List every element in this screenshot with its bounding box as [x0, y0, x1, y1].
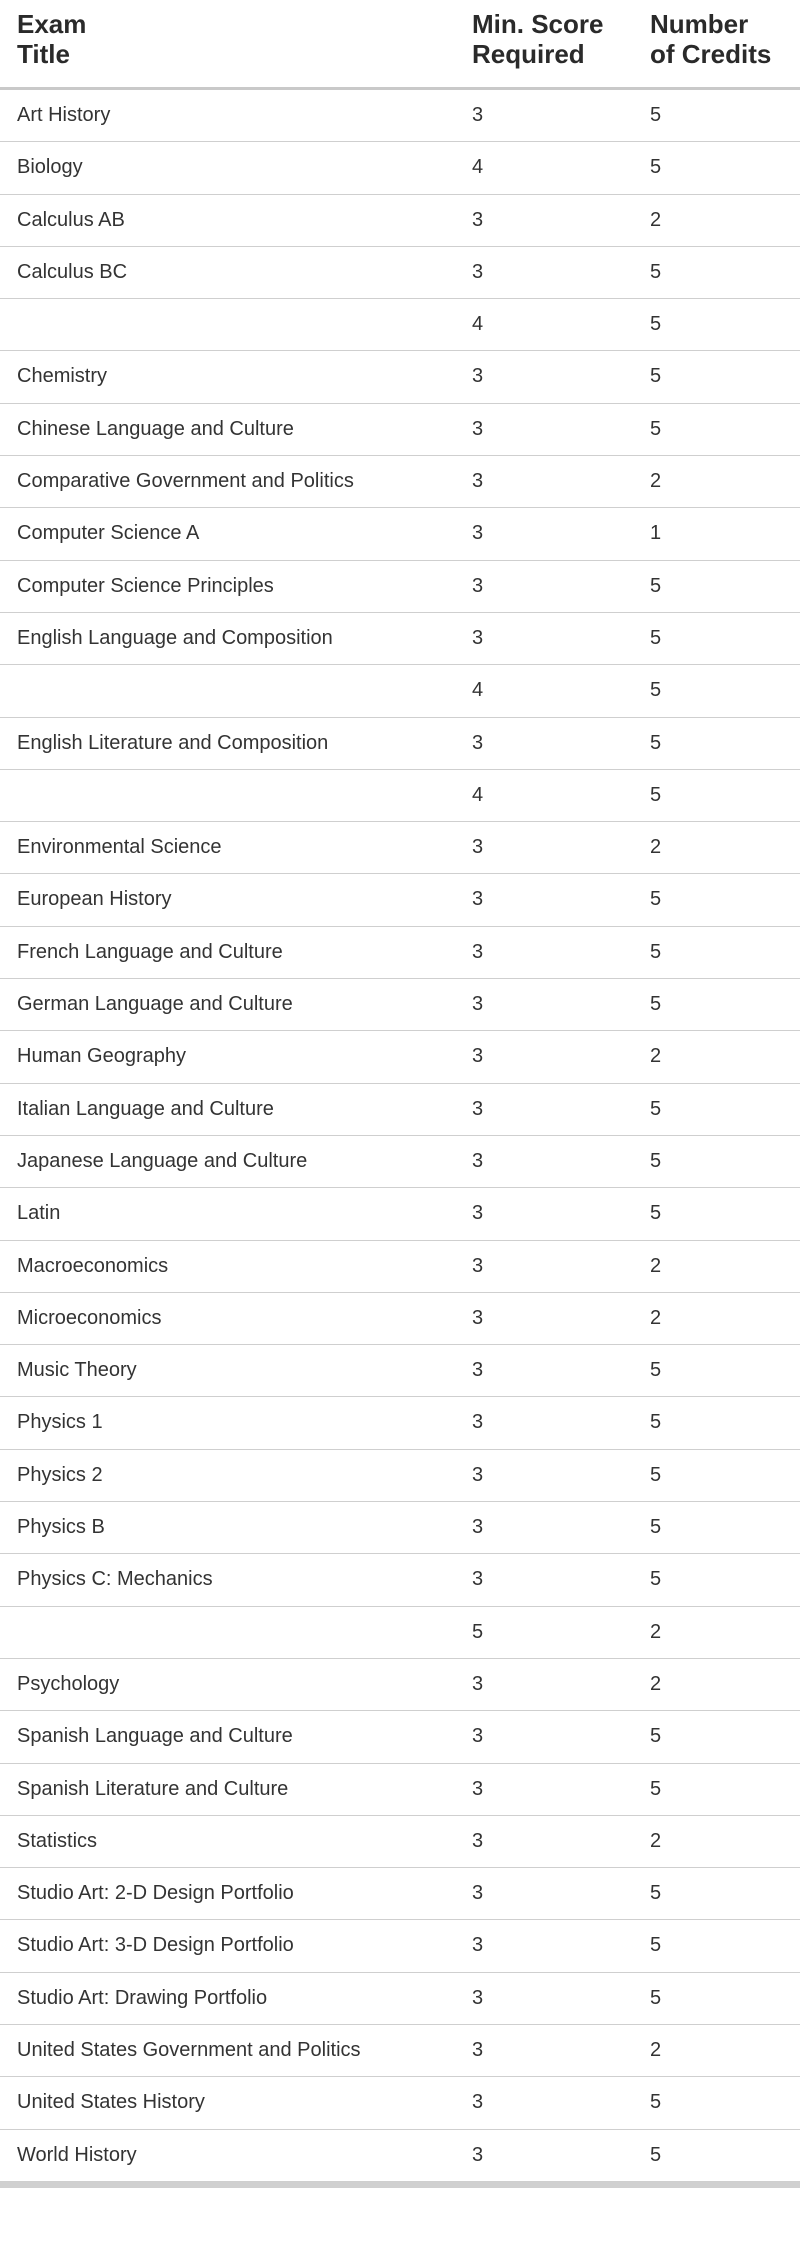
- exam-title-cell: European History: [17, 888, 172, 911]
- credits-cell: 5: [650, 1411, 662, 1434]
- header-min-score-line2: Required: [472, 39, 585, 69]
- min-score-cell: 3: [472, 1725, 484, 1748]
- min-score-cell: 3: [472, 470, 484, 493]
- table-row: [0, 770, 800, 822]
- exam-title-cell: German Language and Culture: [17, 993, 293, 1016]
- min-score-cell: 3: [472, 731, 484, 754]
- table-row: [0, 404, 800, 456]
- exam-title-cell: Physics B: [17, 1516, 105, 1539]
- min-score-cell: 3: [472, 1359, 484, 1382]
- credits-cell: 2: [650, 1672, 662, 1695]
- table-row: [0, 2025, 800, 2077]
- exam-title-cell: English Literature and Composition: [17, 731, 329, 754]
- credits-cell: 5: [650, 1777, 662, 1800]
- exam-title-cell: Biology: [17, 156, 83, 179]
- credits-cell: 5: [650, 2091, 662, 2114]
- min-score-cell: 3: [472, 208, 484, 231]
- exam-title-cell: Computer Science Principles: [17, 574, 274, 597]
- table-row: [0, 1607, 800, 1659]
- exam-title-cell: Art History: [17, 104, 111, 126]
- min-score-cell: 5: [472, 1620, 484, 1643]
- credits-cell: 2: [650, 1829, 662, 1852]
- table-row: [0, 299, 800, 351]
- credits-cell: 2: [650, 470, 662, 493]
- table-row: [0, 1136, 800, 1188]
- exam-title-cell: Physics 1: [17, 1411, 103, 1434]
- header-min-score-line1: Min. Score: [472, 9, 604, 39]
- credits-cell: 5: [650, 1202, 662, 1225]
- table-row: [0, 1293, 800, 1345]
- table-row: [0, 351, 800, 403]
- table-row: [0, 1397, 800, 1449]
- min-score-cell: 3: [472, 1202, 484, 1225]
- header-min-score: [472, 9, 603, 69]
- table-row: [0, 2130, 800, 2182]
- header-exam-title-line1: Exam: [17, 9, 87, 39]
- exam-title-cell: Chemistry: [17, 365, 108, 388]
- table-row: [0, 874, 800, 926]
- credits-cell: 5: [650, 156, 662, 179]
- table-row: [0, 665, 800, 717]
- min-score-cell: 3: [472, 940, 484, 963]
- credits-cell: 5: [650, 1568, 662, 1591]
- min-score-cell: 3: [472, 1986, 484, 2009]
- exam-title-cell: Calculus BC: [17, 260, 128, 283]
- table-bottom-rule: [0, 2182, 800, 2188]
- table-row: [0, 1659, 800, 1711]
- credits-cell: 5: [650, 417, 662, 440]
- exam-title-cell: Psychology: [17, 1672, 120, 1695]
- exam-title-cell: Music Theory: [17, 1359, 137, 1382]
- exam-title-cell: Macroeconomics: [17, 1254, 169, 1277]
- table-row: [0, 1450, 800, 1502]
- min-score-cell: 3: [472, 260, 484, 283]
- exam-title-cell: English Language and Composition: [17, 626, 333, 649]
- table-row: [0, 1973, 800, 2025]
- exam-title-cell: Statistics: [17, 1829, 98, 1852]
- exam-title-cell: Studio Art: 3-D Design Portfolio: [17, 1934, 294, 1957]
- min-score-cell: 3: [472, 1097, 484, 1120]
- table-row: [0, 561, 800, 613]
- credits-cell: 2: [650, 1306, 662, 1329]
- header-credits-line1: Number: [650, 9, 749, 39]
- min-score-cell: 3: [472, 365, 484, 388]
- exam-title-cell: Physics 2: [17, 1463, 103, 1486]
- min-score-cell: 3: [472, 2143, 484, 2166]
- min-score-cell: 3: [472, 1306, 484, 1329]
- min-score-cell: 3: [472, 104, 484, 126]
- exam-title-cell: Spanish Literature and Culture: [17, 1777, 289, 1800]
- table-row: [0, 1502, 800, 1554]
- credits-cell: 5: [650, 1149, 662, 1172]
- min-score-cell: 3: [472, 417, 484, 440]
- min-score-cell: 3: [472, 1254, 484, 1277]
- credits-cell: 5: [650, 783, 662, 806]
- exam-title-cell: Calculus AB: [17, 208, 125, 231]
- credits-cell: 2: [650, 836, 662, 859]
- min-score-cell: 3: [472, 1777, 484, 1800]
- credits-cell: 2: [650, 2038, 662, 2061]
- min-score-cell: 3: [472, 2091, 484, 2114]
- credits-cell: 5: [650, 626, 662, 649]
- exam-title-cell: Studio Art: Drawing Portfolio: [17, 1986, 268, 2009]
- min-score-cell: 3: [472, 888, 484, 911]
- credits-cell: 5: [650, 1516, 662, 1539]
- min-score-cell: 3: [472, 626, 484, 649]
- exam-title-cell: Studio Art: 2-D Design Portfolio: [17, 1882, 294, 1905]
- exam-title-cell: Human Geography: [17, 1045, 186, 1068]
- credits-cell: 5: [650, 104, 662, 126]
- min-score-cell: 4: [472, 313, 484, 336]
- table-row: [0, 1868, 800, 1920]
- table-row: [0, 1554, 800, 1606]
- credits-cell: 5: [650, 1882, 662, 1905]
- min-score-cell: 3: [472, 1568, 484, 1591]
- credits-cell: 2: [650, 1254, 662, 1277]
- credits-cell: 5: [650, 1934, 662, 1957]
- table-row: [0, 1031, 800, 1083]
- table-row: [0, 195, 800, 247]
- credits-cell: 5: [650, 365, 662, 388]
- credits-cell: 5: [650, 1725, 662, 1748]
- exam-title-cell: Comparative Government and Politics: [17, 470, 354, 493]
- min-score-cell: 3: [472, 1934, 484, 1957]
- credits-cell: 1: [650, 522, 662, 545]
- exam-title-cell: Microeconomics: [17, 1306, 162, 1329]
- table-row: [0, 1345, 800, 1397]
- table-row: [0, 90, 800, 142]
- credits-cell: 5: [650, 993, 662, 1016]
- min-score-cell: 4: [472, 679, 484, 702]
- min-score-cell: 3: [472, 1672, 484, 1695]
- min-score-cell: 3: [472, 1463, 484, 1486]
- min-score-cell: 3: [472, 1882, 484, 1905]
- table-row: [0, 456, 800, 508]
- min-score-cell: 3: [472, 993, 484, 1016]
- credits-cell: 5: [650, 2143, 662, 2166]
- credits-cell: 5: [650, 679, 662, 702]
- credits-cell: 5: [650, 1097, 662, 1120]
- table-row: [0, 718, 800, 770]
- exam-title-cell: French Language and Culture: [17, 940, 283, 963]
- credits-cell: 5: [650, 888, 662, 911]
- min-score-cell: 3: [472, 1149, 484, 1172]
- credits-cell: 5: [650, 1986, 662, 2009]
- table-row: [0, 1764, 800, 1816]
- table-row: [0, 508, 800, 560]
- min-score-cell: 3: [472, 522, 484, 545]
- credits-cell: 5: [650, 940, 662, 963]
- table-row: [0, 613, 800, 665]
- table-row: [0, 822, 800, 874]
- header-credits-line2: of Credits: [650, 39, 772, 69]
- table-header: [0, 0, 800, 90]
- table-row: [0, 979, 800, 1031]
- exam-title-cell: Italian Language and Culture: [17, 1097, 274, 1120]
- min-score-cell: 3: [472, 574, 484, 597]
- min-score-cell: 3: [472, 1829, 484, 1852]
- min-score-cell: 4: [472, 783, 484, 806]
- credits-cell: 5: [650, 1359, 662, 1382]
- exam-title-cell: United States History: [17, 2091, 205, 2114]
- table-row: [0, 247, 800, 299]
- table-row: [0, 927, 800, 979]
- min-score-cell: 3: [472, 1045, 484, 1068]
- credits-cell: 5: [650, 1463, 662, 1486]
- table-row: [0, 142, 800, 194]
- exam-title-cell: Spanish Language and Culture: [17, 1725, 293, 1748]
- credits-cell: 2: [650, 1620, 662, 1643]
- table-row: [0, 1241, 800, 1293]
- credits-cell: 5: [650, 731, 662, 754]
- header-exam-title-line2: Title: [17, 39, 70, 69]
- credits-cell: 2: [650, 1045, 662, 1068]
- min-score-cell: 3: [472, 836, 484, 859]
- credits-cell: 5: [650, 574, 662, 597]
- exam-title-cell: Computer Science A: [17, 522, 200, 545]
- min-score-cell: 3: [472, 1411, 484, 1434]
- exam-title-cell: Physics C: Mechanics: [17, 1568, 213, 1591]
- exam-title-cell: Japanese Language and Culture: [17, 1149, 308, 1172]
- exam-title-cell: United States Government and Politics: [17, 2038, 361, 2061]
- table-row: [0, 1188, 800, 1240]
- table-row: [0, 1920, 800, 1972]
- table-row: [0, 1711, 800, 1763]
- exam-title-cell: Latin: [17, 1202, 61, 1225]
- min-score-cell: 4: [472, 156, 484, 179]
- table-row: [0, 2077, 800, 2129]
- exam-title-cell: World History: [17, 2143, 137, 2166]
- credits-cell: 2: [650, 208, 662, 231]
- header-credits: [650, 9, 771, 69]
- table-body: [0, 90, 800, 2182]
- table-row: [0, 1084, 800, 1136]
- header-exam-title: [17, 9, 86, 69]
- exam-title-cell: Environmental Science: [17, 836, 222, 859]
- exam-title-cell: Chinese Language and Culture: [17, 417, 294, 440]
- credits-cell: 5: [650, 260, 662, 283]
- min-score-cell: 3: [472, 1516, 484, 1539]
- table-row: [0, 1816, 800, 1868]
- min-score-cell: 3: [472, 2038, 484, 2061]
- credits-cell: 5: [650, 313, 662, 336]
